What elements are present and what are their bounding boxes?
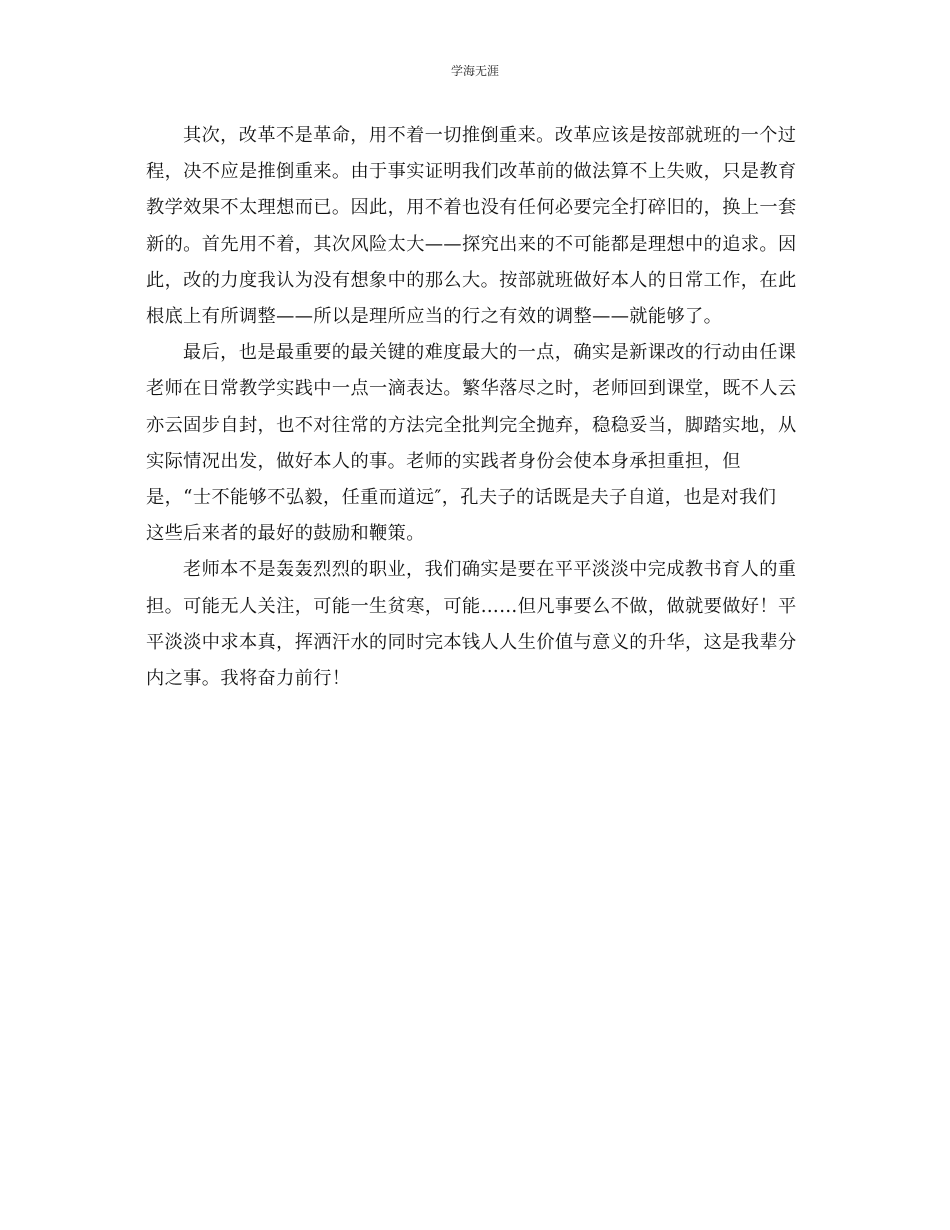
paragraph-teacher-practice <box>146 335 806 552</box>
text-line: 此，改的力度我认为没有想象中的那么大。按部就班做好本人的日常工作，在此 <box>146 269 797 291</box>
paragraph-reform-not-revolution <box>146 118 806 335</box>
text-line: 老师在日常教学实践中一点一滴表达。繁华落尽之时，老师回到课堂，既不人云 <box>146 378 797 400</box>
text-line: 担。可能无人关注，可能一生贫寒，可能……但凡事要么不做，做就要做好！平 <box>146 595 797 617</box>
text-line: 亦云固步自封，也不对往常的方法完全批判完全抛弃，稳稳妥当，脚踏实地，从 <box>146 414 797 436</box>
text-line: 新的。首先用不着，其次风险太大——探究出来的不可能都是理想中的追求。因 <box>146 233 797 255</box>
text-line: 内之事。我将奋力前行！ <box>146 668 351 690</box>
text-line: 是，“士不能够不弘毅，任重而道远″，孔夫子的话既是夫子自道，也是对我们 <box>146 487 777 509</box>
text-line: 这些后来者的最好的鼓励和鞭策。 <box>146 523 425 545</box>
page-header: 学海无涯 <box>450 64 499 78</box>
text-line: 根底上有所调整——所以是理所应当的行之有效的调整——就能够了。 <box>146 306 723 328</box>
paragraph-conclusion <box>146 552 806 697</box>
text-line: 其次，改革不是革命，用不着一切推倒重来。改革应该是按部就班的一个过 <box>183 125 797 146</box>
text-line: 老师本不是轰轰烈烈的职业，我们确实是要在平平淡淡中完成教书育人的重 <box>183 559 797 581</box>
text-line: 程，决不应是推倒重来。由于事实证明我们改革前的做法算不上失败，只是教育 <box>146 161 797 183</box>
text-line: 教学效果不太理想而已。因此，用不着也没有任何必要完全打碎旧的，换上一套 <box>146 197 797 219</box>
text-line: 平淡淡中求本真，挥洒汗水的同时完本钱人人生价值与意义的升华，这是我辈分 <box>146 631 797 653</box>
text-line: 实际情况出发，做好本人的事。老师的实践者身份会使本身承担重担，但 <box>146 450 741 472</box>
text-line: 最后，也是最重要的最关键的难度最大的一点，确实是新课改的行动由任课 <box>183 342 797 364</box>
document-body <box>146 118 806 697</box>
